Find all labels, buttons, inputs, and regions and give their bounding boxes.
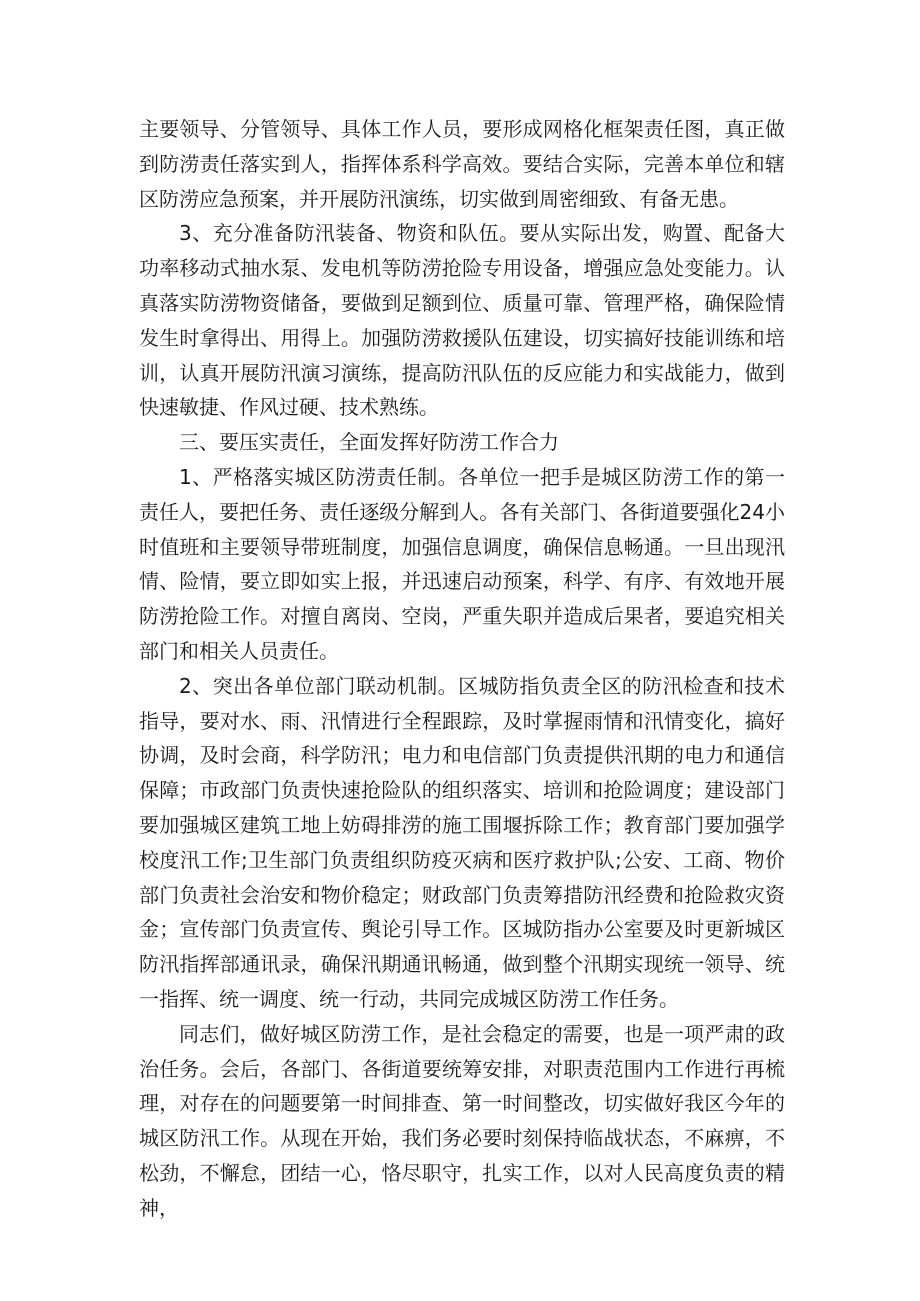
paragraph-item-1: 1、严格落实城区防涝责任制。各单位一把手是城区防涝工作的第一责任人，要把任务、责任逐级分解到人。各有关部门、各街道要强化24小时值班和主要领导带班制度，加强信息调度，确保信息畅通。一旦出现汛情、险情，要立即如实上报，并迅速启动预案，科学、有序、有效地开展防涝抢险工作。对擅自离岗、空岗，严重失职并造成后果者，要追究相关部门和相关人员责任。 (139, 464, 785, 663)
paragraph-closing: 同志们，做好城区防涝工作，是社会稳定的需要，也是一项严肃的政治任务。会后，各部门、各街道要统筹安排，对职责范围内工作进行再梳理，对存在的问题要第一时间排查、第一时间整改，切实做好我区今年的城区防汛工作。从现在开始，我们务必要时刻保持临战状态，不麻痹，不松劲，不懈怠，团结一心，恪尽职守，扎实工作，以对人民高度负责的精神， (139, 1021, 785, 1220)
section-heading-3: 三、要压实责任，全面发挥好防涝工作合力 (179, 430, 559, 455)
document-body (139, 112, 785, 1226)
paragraph-item-2: 2、突出各单位部门联动机制。区城防指负责全区的防汛检查和技术指导，要对水、雨、汛情进行全程跟踪，及时掌握雨情和汛情变化，搞好协调，及时会商，科学防汛；电力和电信部门负责提供汛期的电力和通信保障；市政部门负责快速抢险队的组织落实、培训和抢险调度；建设部门要加强城区建筑工地上妨碍排涝的施工围堰拆除工作；教育部门要加强学校度汛工作;卫生部门负责组织防疫灭病和医疗救护队;公安、工商、物价部门负责社会治安和物价稳定；财政部门负责筹措防汛经费和抢险救灾资金；宣传部门负责宣传、舆论引导工作。区城防指办公室要及时更新城区防汛指挥部通讯录，确保汛期通讯畅通，做到整个汛期实现统一领导、统一指挥、统一调度、统一行动，共同完成城区防涝工作任务。 (139, 673, 785, 1011)
paragraph-item-3: 3、充分准备防汛装备、物资和队伍。要从实际出发，购置、配备大功率移动式抽水泵、发电机等防涝抢险专用设备，增强应急处变能力。认真落实防涝物资储备，要做到足额到位、质量可靠、管理严格，确保险情发生时拿得出、用得上。加强防涝救援队伍建设，切实搞好技能训练和培训，认真开展防汛演习演练，提高防汛队伍的反应能力和实战能力，做到快速敏捷、作风过硬、技术熟练。 (139, 221, 785, 420)
paragraph-continuation: 主要领导、分管领导、具体工作人员，要形成网格化框架责任图，真正做到防涝责任落实到人，指挥体系科学高效。要结合实际，完善本单位和辖区防涝应急预案，并开展防汛演练，切实做到周密细致、有备无患。 (139, 117, 785, 211)
